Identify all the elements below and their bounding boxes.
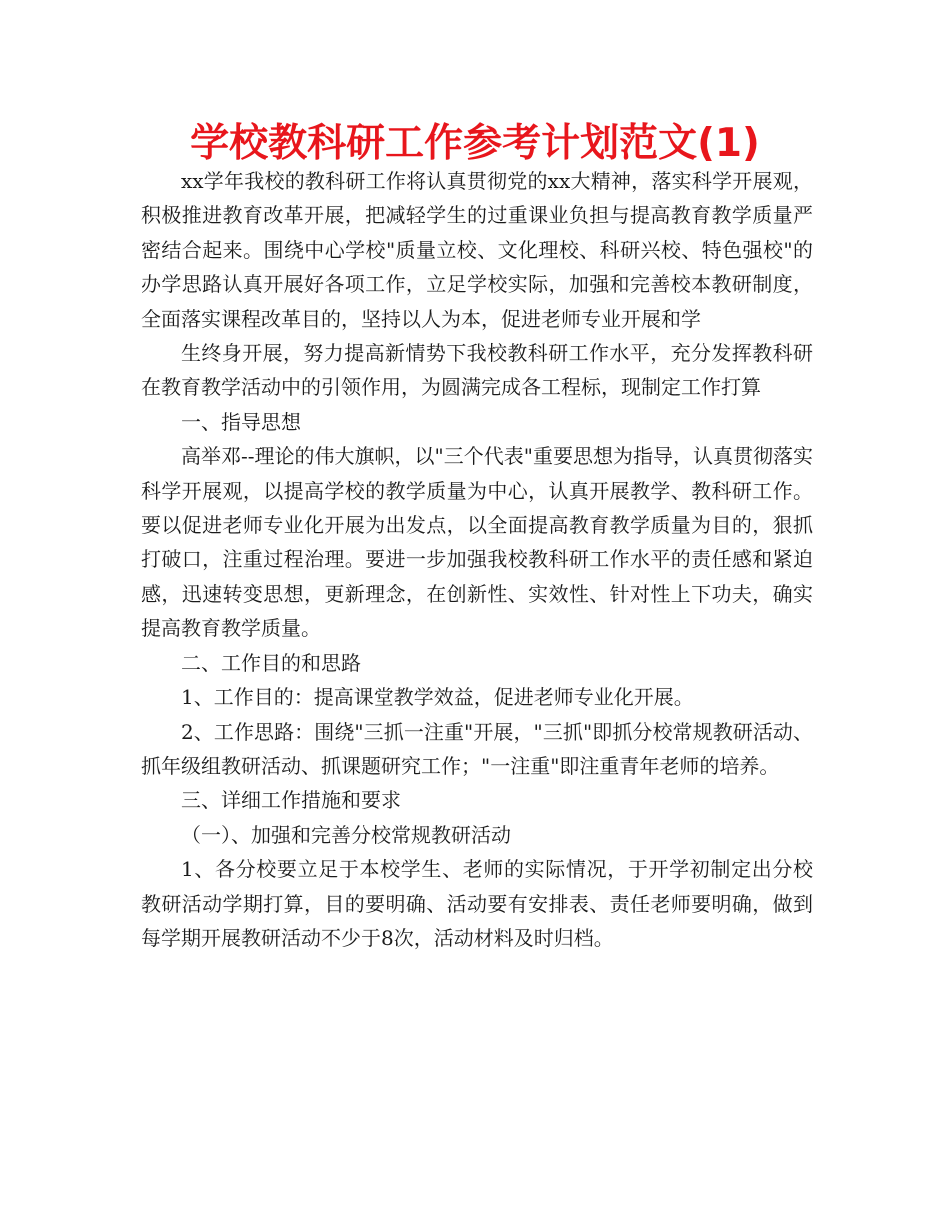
paragraph-intro-continued: 生终身开展，努力提高新情势下我校教科研工作水平，充分发挥教科研在教育教学活动中的引领作用，为圆满完成各工程标，现制定工作打算 bbox=[141, 341, 813, 400]
document-title: 学校教科研工作参考计划范文(1) bbox=[190, 121, 760, 166]
subheading-routine-research: （一）、加强和完善分校常规教研活动 bbox=[181, 822, 511, 847]
paragraph-guiding-ideology: 高举邓--理论的伟大旗帜，以"三个代表"重要思想为指导，认真贯彻落实科学开展观，以提高学校的教学质量为中心，认真开展教学、教科研工作。要以促进老师专业化开展为出发点，以全面提高教育教学质量为目的，狠抓打破口，注重过程治理。要进一步加强我校教科研工作水平的责任感和紧迫感，迅速转变思想，更新理念，在创新性、实效性、针对性上下功夫，确实提高教育教学质量。 bbox=[141, 444, 813, 641]
paragraph-branch-plan: 1、各分校要立足于本校学生、老师的实际情况，于开学初制定出分校教研活动学期打算，目的要明确、活动要有安排表、责任老师要明确，做到每学期开展教研活动不少于8次，活动材料及时归档。 bbox=[141, 857, 813, 950]
paragraph-intro: xx学年我校的教科研工作将认真贯彻党的xx大精神，落实科学开展观，积极推进教育改革开展，把减轻学生的过重课业负担与提高教育教学质量严密结合起来。围绕中心学校"质量立校、文化理校、科研兴校、特色强校"的办学思路认真开展好各项工作，立足学校实际，加强和完善校本教研制度，全面落实课程改革目的，坚持以人为本，促进老师专业开展和学 bbox=[141, 169, 813, 331]
paragraph-work-goal: 1、工作目的：提高课堂教学效益，促进老师专业化开展。 bbox=[181, 685, 694, 710]
heading-goals-and-approach: 二、工作目的和思路 bbox=[181, 650, 361, 675]
document-body bbox=[141, 164, 813, 955]
heading-detailed-measures: 三、详细工作措施和要求 bbox=[181, 788, 401, 813]
paragraph-work-approach: 2、工作思路：围绕"三抓一注重"开展，"三抓"即抓分校常规教研活动、抓年级组教研活动、抓课题研究工作；"一注重"即注重青年老师的培养。 bbox=[141, 719, 813, 778]
heading-guiding-ideology: 一、指导思想 bbox=[181, 409, 301, 434]
